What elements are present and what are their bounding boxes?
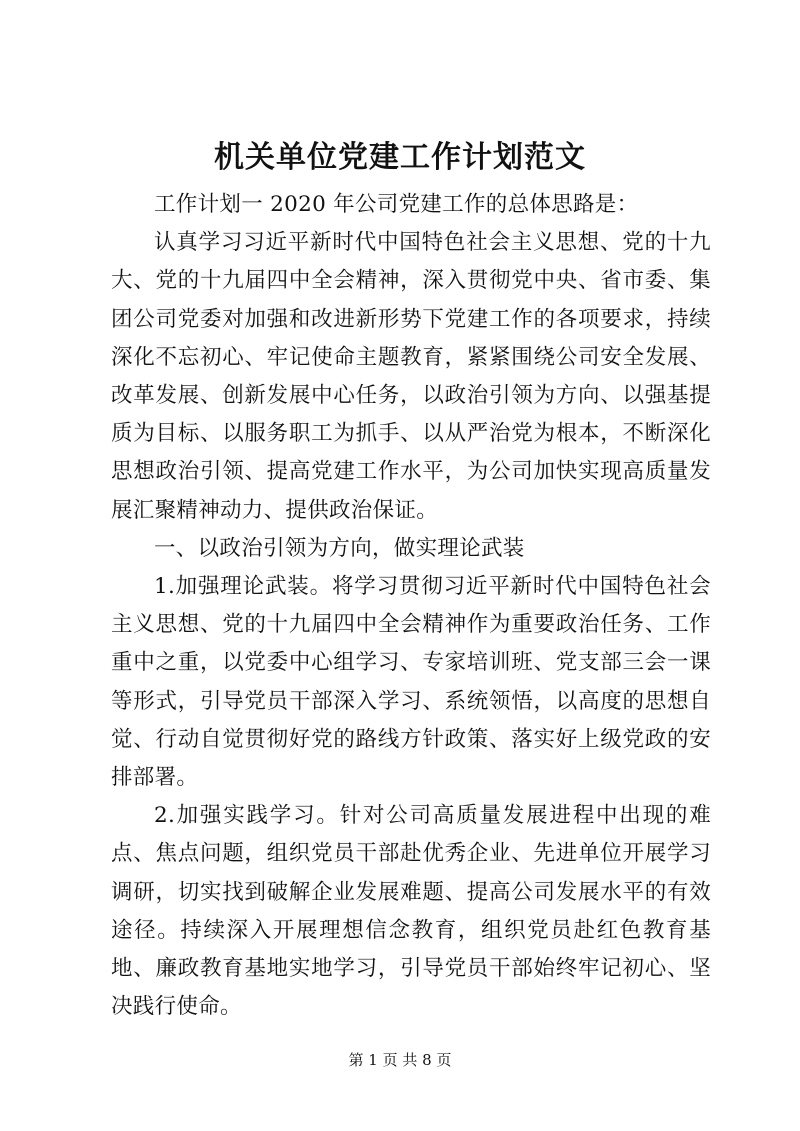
intro-paragraph: 工作计划一 2020 年公司党建工作的总体思路是： [154,192,639,217]
body-paragraph: 1.加强理论武装。将学习贯彻习近平新时代中国特色社会主义思想、党的十九届四中全会精神作为重要政治任务、工作重中之重，以党委中心组学习、专家培训班、党支部三会一课等形式，引导党员干部深入学习、系统领悟，以高度的思想自觉、行动自觉贯彻好党的路线方针政策、落实好上级党政的安排部署。 [111,574,711,791]
page-number-footer: 第 1 页 共 8 页 [348,1051,452,1069]
section-heading: 一、以政治引领为方向，做实理论武装 [154,535,525,561]
body-paragraph: 2.加强实践学习。针对公司高质量发展进程中出现的难点、焦点问题，组织党员干部赴优秀企业、先进单位开展学习调研，切实找到破解企业发展难题、提高公司发展水平的有效途径。持续深入开展理想信念教育，组织党员赴红色教育基地、廉政教育基地实地学习，引导党员干部始终牢记初心、坚决践行使命。 [111,803,711,1020]
body-paragraph: 认真学习习近平新时代中国特色社会主义思想、党的十九大、党的十九届四中全会精神，深入贯彻党中央、省市委、集团公司党委对加强和改进新形势下党建工作的各项要求，持续深化不忘初心、牢记使命主题教育，紧紧围绕公司安全发展、改革发展、创新发展中心任务，以政治引领为方向、以强基提质为目标、以服务职工为抓手、以从严治党为根本，不断深化思想政治引领、提高党建工作水平，为公司加快实现高质量发展汇聚精神动力、提供政治保证。 [111,230,711,523]
document-title: 机关单位党建工作计划范文 [214,140,586,175]
document-body [111,186,711,1026]
